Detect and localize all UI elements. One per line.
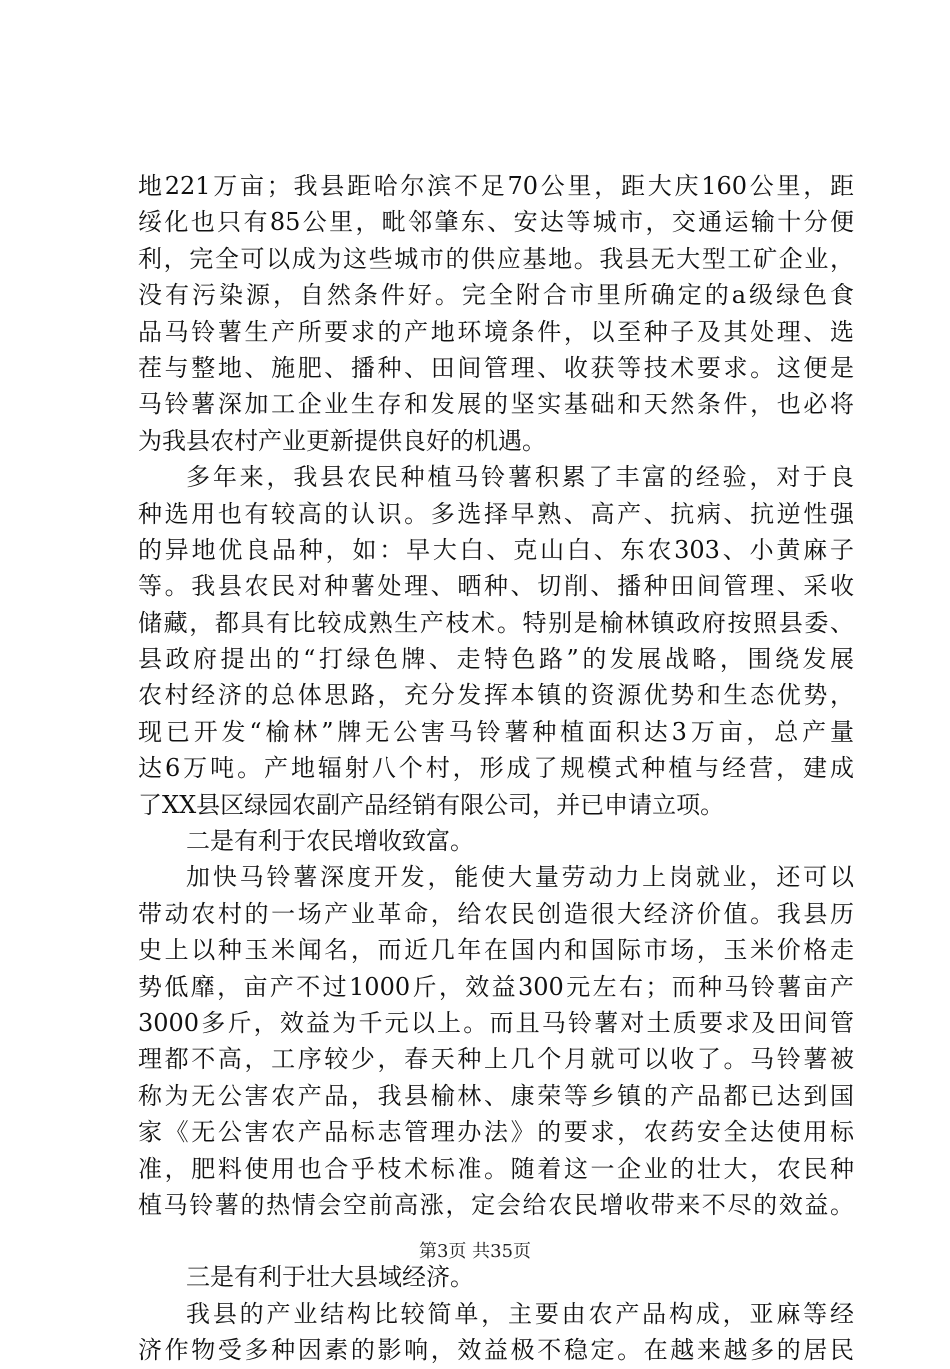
text-line: 茬与整地、施肥、播种、田间管理、收获等技术要求。这便是 <box>138 353 854 382</box>
text-line: 种选用也有较高的认识。多选择早熟、高产、抗病、抗逆性强 <box>138 499 854 528</box>
section-heading: 三是有利于壮大县域经济。 <box>186 1263 474 1292</box>
text-line: 利，完全可以成为这些城市的供应基地。我县无大型工矿企业， <box>138 244 854 273</box>
text-line: 了XX县区绿园农副产品经销有限公司，并已申请立项。 <box>138 790 725 819</box>
text-line: 家《无公害农产品标志管理办法》的要求，农药安全达使用标 <box>138 1118 854 1147</box>
section-heading: 二是有利于农民增收致富。 <box>186 827 474 856</box>
text-line: 储藏，都具有比较成熟生产枝术。特别是榆林镇政府按照县委、 <box>138 608 854 637</box>
text-line: 植马铃薯的热情会空前高涨，定会给农民增收带来不尽的效益。 <box>138 1190 854 1219</box>
text-line: 的异地优良品种，如：早大白、克山白、东农303、小黄麻子 <box>138 535 854 564</box>
text-line: 3000多斤，效益为千元以上。而且马铃薯对土质要求及田间管 <box>138 1008 854 1037</box>
document-body <box>138 168 854 1369</box>
text-line: 马铃薯深加工企业生存和发展的坚实基础和天然条件，也必将 <box>138 390 854 419</box>
text-line: 没有污染源，自然条件好。完全附合市里所确定的a级绿色食 <box>138 281 854 310</box>
text-line: 农村经济的总体思路，充分发挥本镇的资源优势和生态优势， <box>138 681 854 710</box>
paragraph-first-line: 多年来，我县农民种植马铃薯积累了丰富的经验，对于良 <box>186 463 854 492</box>
text-line: 济作物受多种因素的影响，效益极不稳定。在越来越多的居民 <box>138 1336 854 1365</box>
text-line: 为我县农村产业更新提供良好的机遇。 <box>138 426 546 455</box>
text-line: 县政府提出的“打绿色牌、走特色路”的发展战略，围绕发展 <box>138 645 854 674</box>
text-line: 势低靡，亩产不过1000斤，效益300元左右；而种马铃薯亩产 <box>138 972 854 1001</box>
paragraph-first-line: 我县的产业结构比较简单，主要由农产品构成，亚麻等经 <box>186 1299 854 1328</box>
text-line: 史上以种玉米闻名，而近几年在国内和国际市场，玉米价格走 <box>138 936 854 965</box>
text-line: 地221万亩；我县距哈尔滨不足70公里，距大庆160公里，距 <box>138 172 854 200</box>
text-line: 称为无公害农产品，我县榆林、康荣等乡镇的产品都已达到国 <box>138 1081 854 1110</box>
text-line: 带动农村的一场产业革命，给农民创造很大经济价值。我县历 <box>138 899 854 928</box>
text-line: 理都不高，工序较少，春天种上几个月就可以收了。马铃薯被 <box>138 1045 854 1074</box>
page-footer: 第3页 共35页 <box>418 1241 532 1262</box>
text-line: 现已开发“榆林”牌无公害马铃薯种植面积达3万亩，总产量 <box>138 717 854 746</box>
text-line: 等。我县农民对种薯处理、晒种、切削、播种田间管理、采收 <box>138 572 854 601</box>
text-line: 品马铃薯生产所要求的产地环境条件，以至种子及其处理、选 <box>138 317 854 346</box>
paragraph-first-line: 加快马铃薯深度开发，能使大量劳动力上岗就业，还可以 <box>186 863 854 892</box>
text-line: 准，肥料使用也合乎枝术标准。随着这一企业的壮大，农民种 <box>138 1154 854 1183</box>
text-line: 绥化也只有85公里，毗邻肇东、安达等城市，交通运输十分便 <box>138 208 854 237</box>
text-line: 达6万吨。产地辐射八个村，形成了规模式种植与经营，建成 <box>138 754 854 783</box>
